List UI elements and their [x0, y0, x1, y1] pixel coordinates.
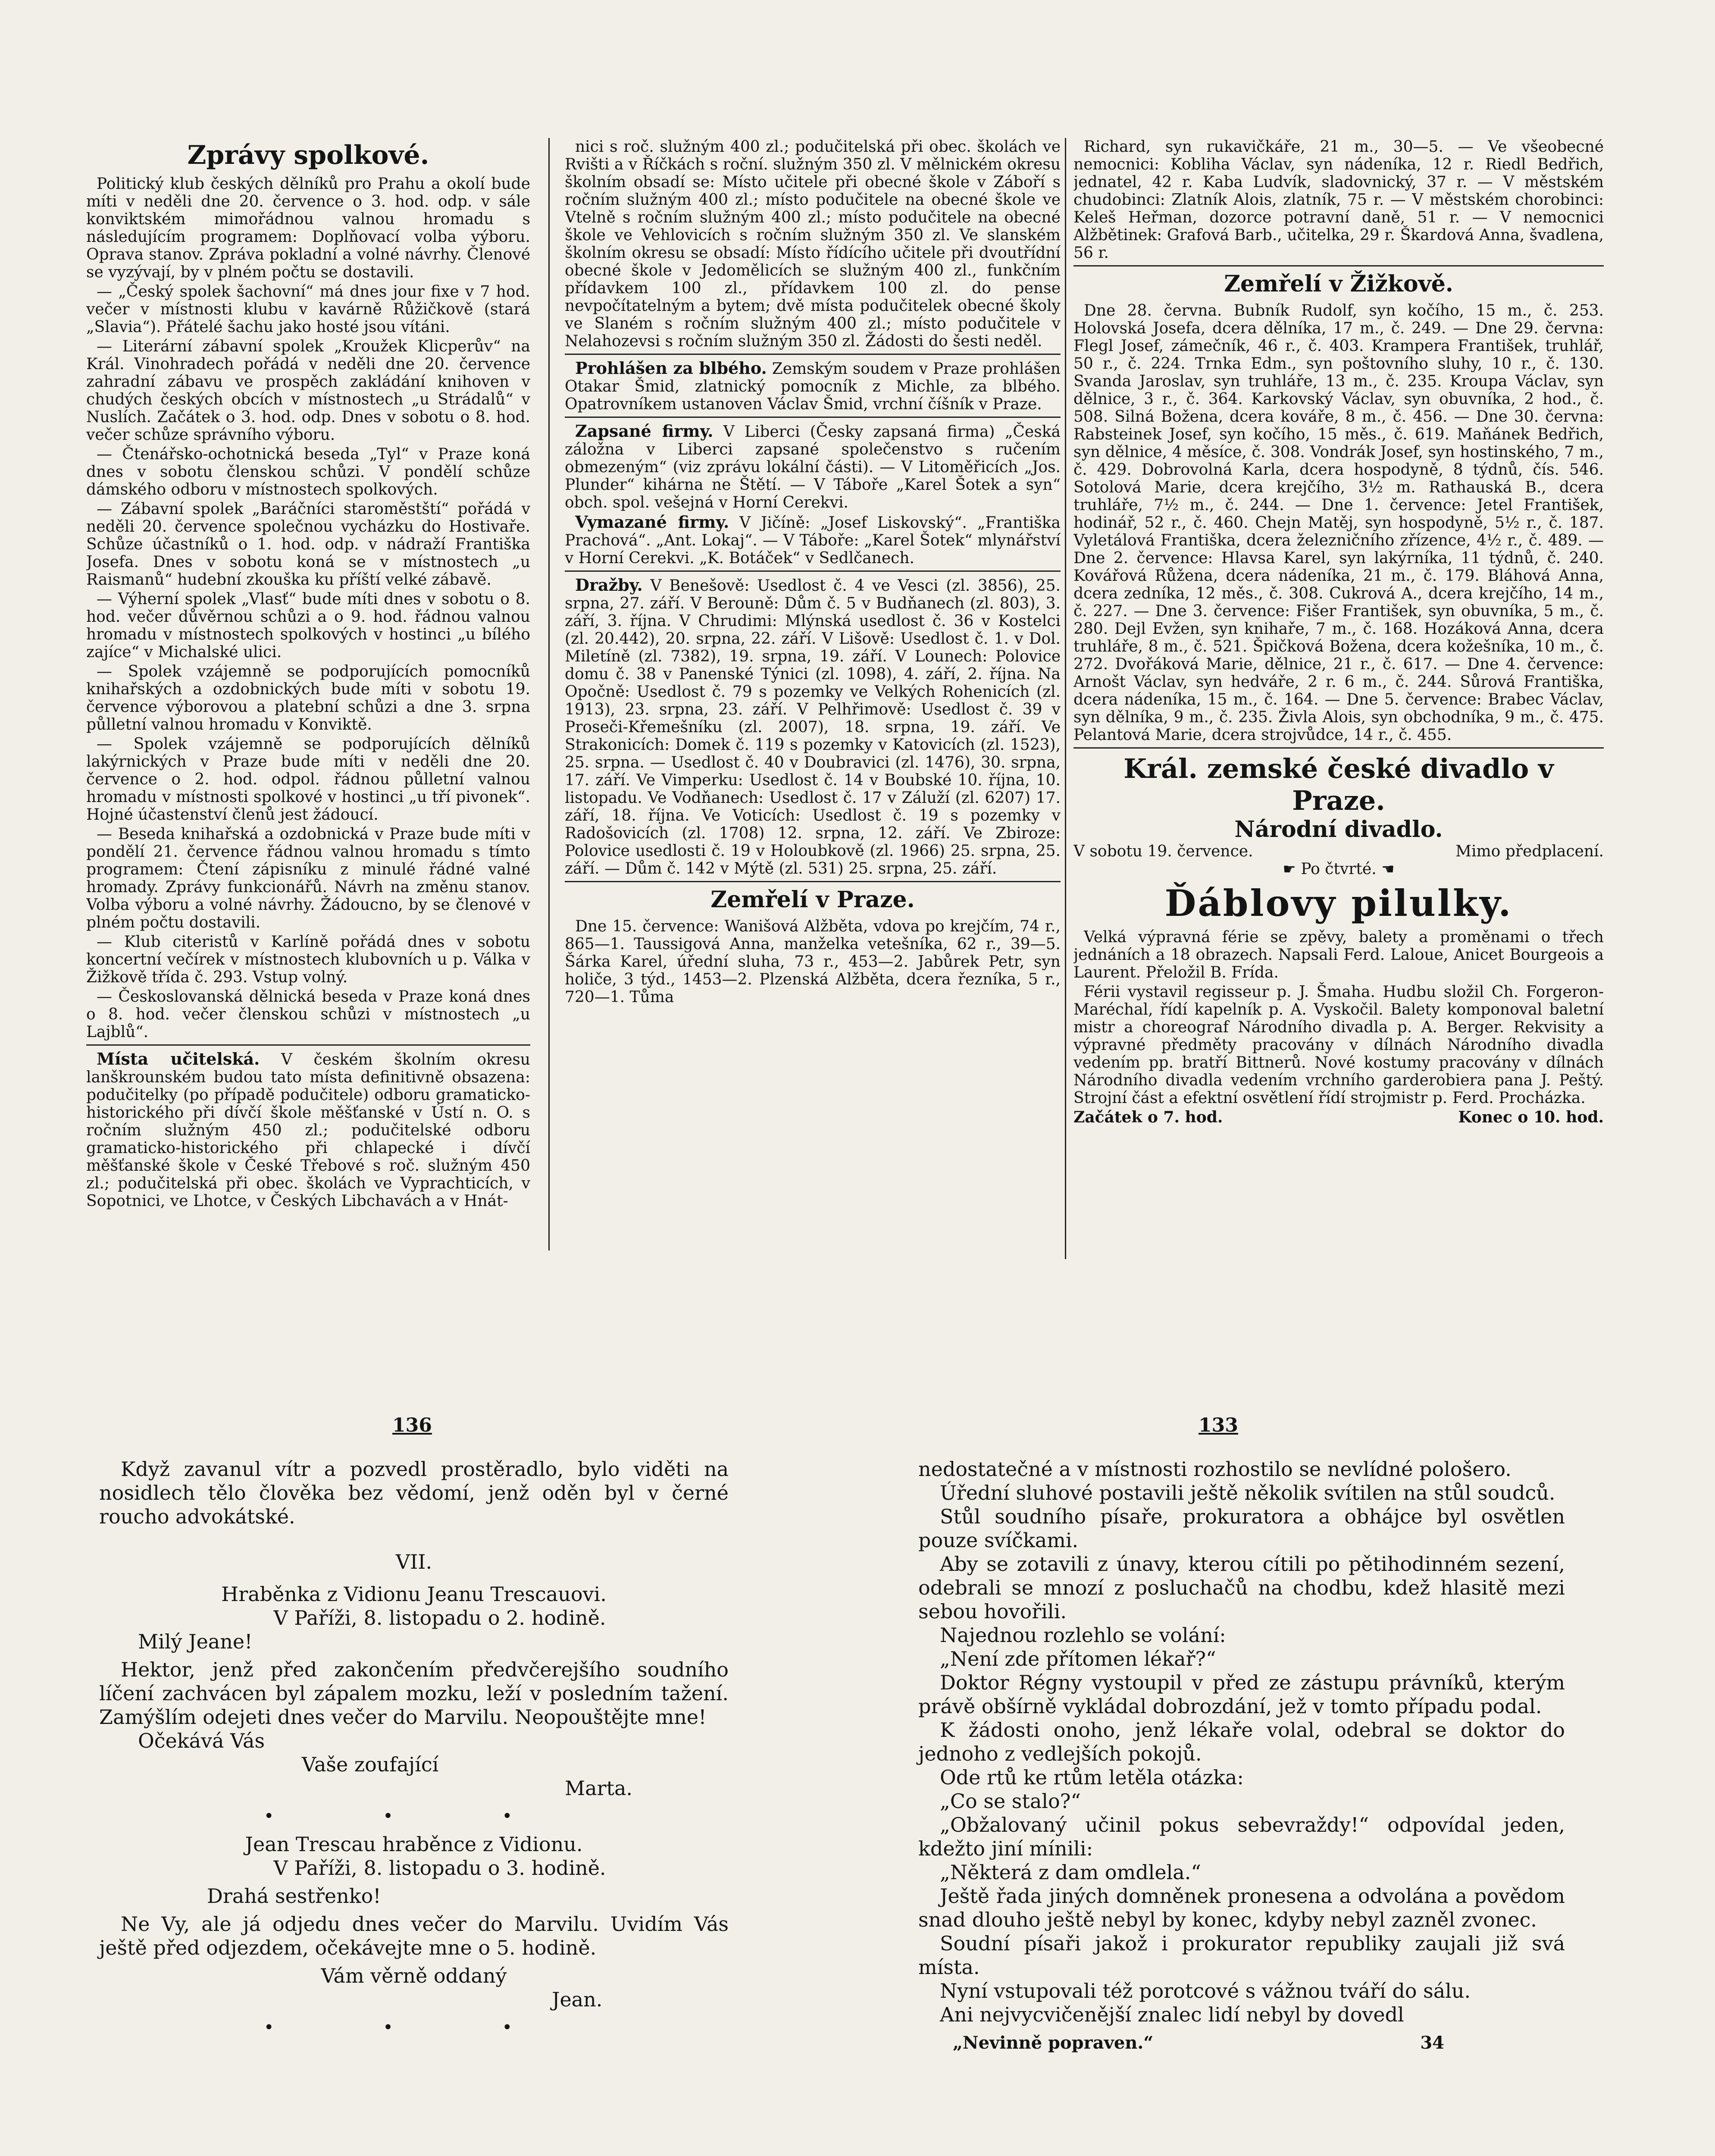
deleted-firms-title: Vymazané firmy. — [575, 512, 729, 532]
divider — [1073, 265, 1604, 266]
letter1-header: Hraběnka z Vidionu Jeanu Trescauovi. — [221, 1583, 607, 1606]
letter2-header: Jean Trescau hraběnce z Vidionu. — [245, 1833, 583, 1856]
novel-paragraph: Doktor Régny vystoupil v před ze zástupu právníků, kterým právě obšírně vykládal dobrozdání, jež v tomto případu podal. — [918, 1671, 1565, 1718]
novel-paragraph: Najednou rozlehlo se volání: — [940, 1623, 1226, 1647]
novel-paragraph: „Některá z dam omdlela.“ — [940, 1861, 1201, 1884]
letter2-place: V Paříži, 8. listopadu o 3. hodině. — [273, 1856, 606, 1880]
page-footer — [918, 2031, 1565, 2055]
column-rule — [1065, 138, 1066, 1259]
section-title-spolkove: Zprávy spolkové. — [187, 140, 429, 170]
club-news-item: — Čtenářsko-ochotnická beseda „Tyl“ v Praze koná dnes v sobotu členskou schůzi. V pondělí schůze dámského odboru v místnostech spolkových. — [86, 445, 530, 498]
deleted-firms — [565, 513, 1061, 567]
divider — [1073, 747, 1604, 749]
novel-page-right — [918, 1457, 1565, 2156]
theatre-subtitle: Národní divadlo. — [1234, 816, 1443, 843]
letter1-signature: Marta. — [565, 1777, 633, 1800]
club-news-item: — Spolek vzájemně se podporujících dělníků lakýrnických v Praze bude míti v neděli dne 20. července o 2. hod. odpol. řádnou půlletní valnou hromadu v místnosti spolkové v hostinci „u tří pivonek“. Hojné účastenství členů jest žádoucí. — [86, 735, 530, 824]
pointing-hand-icon: ☚ — [1381, 861, 1395, 878]
play-credits: Férii vystavil regisseur p. J. Šmaha. Hudbu složil Ch. Forgeron-Maréchal, řídí kapelník p. A. Vyskočil. Balety komponoval baletní mistr a choreograf Národního divadla p. A. Berger. Rekvisity a výpravné předměty pracovány v dílnách Národního divadla vedením pp. bratří Bittnerů. Nové kostumy pracovány v dílnách Národního divadla vedením vrchního garderobiera pana J. Peštý. Strojní část a efektní osvětlení řídí strojmistr p. Ferd. Procházka. — [1073, 983, 1604, 1107]
auctions-text: V Benešově: Usedlost č. 4 ve Vesci (zl. 3856), 25. srpna, 27. září. V Berouně: Dům č. 5 v Budňanech (zl. 803), 3. září, 3. října. V Chrudimi: Mlýnská usedlost č. 36 v Kostelci (zl. 20.442), 20. srpna, 22. září. V Lišově: Usedlost č. 1. v Dol. Miletíně (zl. 7382), 19. srpna, 19. září. V Lounech: Polovice domu č. 38 v Panenské Týnici (zl. 1098), 4. září, 2. října. Na Opočně: Usedlost č. 79 s pozemky ve Velkých Rohenicích (zl. 1913), 23. srpna, 23. září. V Pelhřimově: Usedlost č. 39 v Proseči-Křemešníku (zl. 2007), 18. srpna, 19. září. Ve Strakonicích: Domek č. 119 s pozemky v Katovicích (zl. 1523), 25. srpna. — Usedlost č. 40 v Doubravici (zl. 1476), 30. srpna, 17. září. Ve Vimperku: Usedlost č. 14 v Boubské 10. října, 10. listopadu. Ve Vodňanech: Usedlost č. 17 v Záluží (zl. 6207) 17. září, 18. října. Ve Voticích: Usedlost č. 19 s pozemky v Radošovicích (zl. 1708) 12. srpna, 12. září. Ve Zbiroze: Polovice usedlosti č. 19 v Holoubkově (zl. 1966) 25. srpna, 25. září. — Dům č. 142 v Mýtě (zl. 531) 25. srpna, 25. září. — [565, 577, 1061, 877]
column-2 — [565, 138, 1061, 1259]
auctions — [565, 576, 1061, 877]
novel-paragraph: nedostatečné a v místnosti rozhostilo se nevlídné pološero. — [918, 1457, 1512, 1481]
novel-paragraph: Ode rtů ke rtům letěla otázka: — [940, 1766, 1244, 1789]
section-title-zemreli-praha: Zemřelí v Praze. — [710, 887, 915, 913]
teacher-positions — [86, 1050, 530, 1210]
letter1-salutation: Milý Jeane! — [138, 1630, 253, 1653]
registered-firms — [565, 422, 1061, 511]
news-columns — [86, 138, 1604, 1259]
teacher-positions-text: V českém školním okresu lanškrounském budou tato místa definitivně obsazena: podučitelky (po případě podučitele) odboru gramaticko-historického při dívčí škole měšťanské v Ústí n. O. s ročním služným 450 zl.; podučitelské odboru gramaticko-historického při chlapecké i dívčí měšťanské škole v České Třebové s roč. služným 450 zl.; podučitelská při obec. školách ve Vyprachticích, v Sopotnici, ve Lhotce, v Českých Libchavách a v Hnát- — [86, 1051, 530, 1210]
column-3 — [1073, 138, 1604, 1207]
play-description: Velká výpravná férie se zpěvy, balety a proměnami o třech jednáních a 18 obrazech. Napsali Ferd. Laloue, Anicet Bourgeois a Laurent. Přeložil B. Frída. — [1073, 928, 1604, 981]
sheet-number: 34 — [1420, 2033, 1444, 2053]
notice-blbost-text: Zemským soudem v Praze prohlášen Otakar Šmid, zlatnický pomocník z Michle, za blbého. Opatrovníkem ustanoven Václav Šmid, vrchní číšník v Praze. — [565, 360, 1061, 413]
novel-paragraph: Ještě řada jiných domněnek pronesena a odvolána a povědom snad dlouho ještě nebyl by konec, kdyby nebyl zazněl zvonec. — [918, 1884, 1565, 1931]
divider — [565, 417, 1061, 418]
subscription-note: Mimo předplacení. — [1455, 843, 1604, 860]
novel-paragraph: „Obžalovaný učinil pokus sebevraždy!“ odpovídal jeden, kdežto jiní mínili: — [918, 1813, 1565, 1860]
letter2-close: Vám věrně oddaný — [321, 1964, 507, 1987]
club-news-item: — Beseda knihařská a ozdobnická v Praze bude míti v pondělí 21. července řádnou valnou hromadu s tímto programem: Čtení zápisníku z minulé řádné valné hromady. Zprávy funkcionářů. Návrh na změnu stanov. Volba výboru a volné návrhy. Žádoucno, by se členové v plném počtu dostavili. — [86, 825, 530, 931]
novel-intro: Když zavanul vítr a pozvedl prostěradlo, bylo viděti na nosidlech tělo člověka bez vědomí, jenž oděn byl v černé roucho advokátské. — [99, 1457, 729, 1528]
novel-paragraph: Úřední sluhové postavili ještě několik svítilen na stůl soudců. — [940, 1481, 1555, 1504]
performance-date: V sobotu 19. července. — [1073, 843, 1253, 860]
performance-count: Po čtvrté. — [1301, 860, 1377, 878]
divider — [565, 570, 1061, 572]
novel-paragraph: Stůl soudního písaře, prokuratora a obhájce byl osvětlen pouze svíčkami. — [918, 1505, 1565, 1552]
theatre-title: Král. zemské české divadlo v Praze. — [1124, 753, 1554, 816]
novel-paragraph: K žádosti onoho, jenž lékaře volal, odebral se doktor do jednoho z vedlejších pokojů. — [918, 1718, 1565, 1765]
section-separator: • • • — [263, 2018, 564, 2037]
letter2-signature: Jean. — [552, 1988, 603, 2011]
novel-page-left — [99, 1457, 729, 2156]
letter1-place: V Paříži, 8. listopadu o 2. hodině. — [273, 1606, 606, 1630]
play-title: Ďáblovy pilulky. — [1164, 882, 1513, 924]
section-separator: • • • — [263, 1806, 564, 1826]
deaths-zizkov-text: Dne 28. června. Bubník Rudolf, syn kočího, 15 m., č. 253. Holovská Josefa, dcera dělníka, 17 m., č. 249. — Dne 29. června: Flegl Josef, zámečník, 46 r., č. 403. Krampera František, truhlář, 50 r., č. 224. Trnka Edm., syn poštovního sluhy, 10 r., č. 130. Svanda Jaroslav, syn truhláře, 13 m., č. 235. Kroupa Václav, syn dělnice, 3 r., č. 364. Karkovský Václav, syn obuvníka, 2 hod., č. 508. Silná Božena, dcera kováře, 8 m., č. 456. — Dne 30. června: Rabsteinek Josef, syn kočího, 15 měs., č. 619. Maňánek Bedřich, syn dělnice, 4 měsíce, č. 308. Vondrák Josef, syn hostinského, 7 m., č. 429. Dobrovolná Karla, dcera hospodyně, 8 týdnů, čís. 546. Sotolová Marie, dcera krejčího, 3½ m. Rathauská B., dcera truhláře, 7½ m., č. 244. — Dne 1. července: Jetel František, hodinář, 52 r., č. 460. Chejn Matěj, syn hospodyně, 5½ r., č. 187. Vyletálová Františka, dcera železničního zřízence, 4½ r., č. 489. — Dne 2. července: Hlavsa Karel, syn lakýrníka, 11 týdnů, č. 240. Kovářová Růžena, dcera nádeníka, 21 m., č. 179. Bláhová Anna, dcera zedníka, 12 měs., č. 308. Cukrová A., dcera krejčího, 14 m., č. 227. — Dne 3. července: Fišer František, syn obuvníka, 5 m., č. 280. Dejl Evžen, syn knihaře, 7 m., č. 168. Hozáková Anna, dcera truhláře, 8 m., č. 521. Špičková Božena, dcera kožešníka, 10 m., č. 272. Dvořáková Marie, dělnice, 21 r., č. 617. — Dne 4. července: Arnošt Václav, syn hedváře, 2 r. 6 m., č. 244. Sůrová Františka, dcera nádeníka, 15 m., č. 164. — Dne 5. července: Brabec Václav, syn dělníka, 9 m., č. 235. Živla Alois, syn obchodníka, 9 m., č. 475. Pelantová Marie, dcera strojvůdce, 14 r., č. 455. — [1073, 302, 1604, 744]
novel-title-footer: „Nevinně popraven.“ — [953, 2033, 1154, 2053]
club-news-item: — Českoslovanská dělnická beseda v Praze koná dnes o 8. hod. večer členskou schůzi v místnostech „u Lajblů“. — [86, 988, 530, 1041]
club-news-item: — „Český spolek šachovní“ má dnes jour fixe v 7 hod. večer v místnosti klubu v kavárně Růžičkově (stará „Slavia“). Přátelé šachu jako hosté jsou vítáni. — [86, 283, 530, 336]
deaths-prague-text: Dne 15. července: Wanišová Alžběta, vdova po krejčím, 74 r., 865—1. Taussigová Anna, manželka vetešníka, 62 r., 39—5. Šárka Karel, úřední sluha, 73 r., 453—2. Jabůrek Petr, syn holiče, 3 týd., 1453—2. Plzenská Alžběta, dcera řezníka, 5 r., 720—1. Tůma — [565, 918, 1061, 1006]
novel-paragraph: Nyní vstupovali též porotcové s vážnou tváří do sálu. — [940, 1979, 1471, 2002]
teacher-positions-title: Místa učitelská. — [97, 1049, 260, 1069]
column-rule — [548, 138, 550, 1250]
club-news-item: — Spolek vzájemně se podporujících pomocníků knihařských a ozdobnických bude míti v sobotu 19. července výborovou a platební schůzi a dne 3. srpna půlletní valnou hromadu v Konviktě. — [86, 663, 530, 733]
performance-date-row — [1073, 843, 1604, 860]
novel-paragraph: Aby se zotavili z únavy, kterou cítili po pětihodinném sezení, odebrali se mnozí z posluchačů na chodbu, kdež hlasitě mezi sebou hovořili. — [918, 1552, 1565, 1623]
novel-paragraph: „Co se stalo?“ — [940, 1789, 1081, 1813]
notice-blbost — [565, 359, 1061, 413]
performance-count-row — [1073, 860, 1604, 878]
chapter-number: VII. — [395, 1550, 432, 1573]
divider — [565, 354, 1061, 355]
registered-firms-text: V Liberci (Česky zapsaná firma) „Česká záložna v Liberci zapsané společenstvo s ručením obmezeným“ (viz zprávu lokální části). — V Litoměřicích „Jos. Plunder“ kihárna ne Štětí. — V Táboře „Karel Šotek a syn“ obch. spol. vešejná v Horní Cerekvi. — [565, 423, 1061, 511]
start-time: Začátek o 7. hod. — [1073, 1108, 1223, 1126]
deleted-firms-text: V Jičíně: „Josef Liskovský“. „Františka Prachová“. „Ant. Lokaj“. — V Táboře: „Karel Šotek“ mlynářství v Horní Cerekvi. „K. Botáček“ v Sedlčanech. — [565, 514, 1061, 567]
registered-firms-title: Zapsané firmy. — [575, 421, 714, 441]
section-title-zemreli-zizkov: Zemřelí v Žižkově. — [1224, 271, 1453, 297]
club-news-item: — Klub citeristů v Karlíně pořádá dnes v sobotu koncertní večírek v místnostech klubovních u p. Válka v Žižkově třída č. 293. Vstup volný. — [86, 933, 530, 986]
letter1-close2: Vaše zoufající — [302, 1753, 439, 1776]
club-news-list — [86, 175, 530, 1041]
club-news-item: — Výherní spolek „Vlasť“ bude míti dnes v sobotu o 8. hod. večer důvěrnou schůzi a o 9. hod. řádnou valnou hromadu v místnostech spolkových v hostinci „u bílého zajíce“ v Michalské ulici. — [86, 590, 530, 661]
teacher-positions-cont: nici s roč. služným 400 zl.; podučitelská při obec. školách ve Rvišti a v Říčkách s roční. služným 350 zl. V mělnickém okresu školním obsadí se: Místo učitele při obecné škole v Záboří s ročním služným 400 zl.; místo podučitele na obecné škole ve Vtelně s ročním služným 400 zl.; místo podučitele na obecné škole ve Vehlovicích s ročním služným 350 zl. Ve slanském školním okresu se obsadí: Místo řídícího učitele při dvoutřídní obecné škole v Jedomělicích se služným 400 zl., funkčním přídavkem 100 zl., přídavkem 100 zl. do pense nevpočítatelným a bytem; dvě místa podučitelek obecné školy ve Slaném s ročním služným 400 zl.; místo podučitele v Nelahozevsi s ročním služným 350 zl. Žádosti do šesti neděl. — [565, 138, 1061, 350]
letter2-body: Ne Vy, ale já odjedu dnes večer do Marvilu. Uvidím Vás ještě před odjezdem, očekávejte mne o 5. hodině. — [99, 1912, 729, 1959]
page-number-left: 136 — [392, 1414, 432, 1436]
novel-paragraph: Ani nejvycvičenější znalec lidí nebyl by dovedl — [940, 2003, 1404, 2026]
club-news-item: — Literární zábavní spolek „Kroužek Klicperův“ na Král. Vinohradech pořádá v neděli dne 20. července zahradní zábavu ve prospěch zakládání knihoven v chudých českých obcích v místnostech „u Strádalů“ v Nuslích. Začátek o 3. hod. odp. Dnes v sobotu o 8. hod. večer schůze správního výboru. — [86, 338, 530, 444]
page-number-right: 133 — [1199, 1414, 1238, 1436]
divider — [86, 1044, 530, 1046]
letter1-body: Hektor, jenž před zakončením předvčerejšího soudního líčení zachvácen byl zápalem mozku, leží v posledním tažení. Zamýšlím odejeti dnes večer do Marvilu. Neopouštějte mne! — [99, 1658, 729, 1729]
auctions-title: Dražby. — [575, 575, 643, 595]
end-time: Konec o 10. hod. — [1458, 1108, 1604, 1126]
notice-blbost-title: Prohlášen za blbého. — [575, 358, 767, 378]
letter2-salutation: Drahá sestřenko! — [207, 1884, 381, 1908]
column-1 — [86, 138, 530, 1242]
letter1-close1: Očekává Vás — [138, 1729, 265, 1752]
club-news-item: Politický klub českých dělníků pro Prahu a okolí bude míti v neděli dne 20. července o 3. hod. odp. v sále konviktském mimořádnou valnou hromadu s následujícím programem: Doplňovací volba výboru. Oprava stanov. Zpráva pokladní a volné návrhy. Členové se vyzývají, by v plném počtu se dostavili. — [86, 175, 530, 281]
divider — [565, 881, 1061, 882]
novel-paragraph: Soudní písaři jakož i prokurator republiky zaujali již svá místa. — [918, 1932, 1565, 1979]
play-times-row — [1073, 1109, 1604, 1126]
deaths-prague-cont: Richard, syn rukavičkáře, 21 m., 30—5. — Ve všeobecné nemocnici: Kobliha Václav, syn nádeníka, 12 r. Riedl Bedřich, jednatel, 42 r. Kaba Ludvík, sladovnický, 37 r. — V městském chudobinci: Zlatník Alois, zlatník, 75 r. — V městském chorobinci: Keleš Heřman, dozorce potravní daně, 51 r. — V nemocnici Alžbětinek: Grafová Barb., učitelka, 29 r. Škardová Anna, švadlena, 56 r. — [1073, 138, 1604, 262]
novel-paragraph: „Není zde přítomen lékař?“ — [940, 1647, 1216, 1670]
pointing-hand-icon: ☛ — [1283, 861, 1296, 878]
club-news-item: — Zábavní spolek „Baráčníci staroměstští“ pořádá v neděli 20. července společnou vycházku do Hostivaře. Schůze účastníků o 1. hod. odp. v nádraží Františka Josefa. Dnes v sobotu koná se v místnostech „u Raismanů“ hudební zkouška ku příští velké zábavě. — [86, 500, 530, 589]
